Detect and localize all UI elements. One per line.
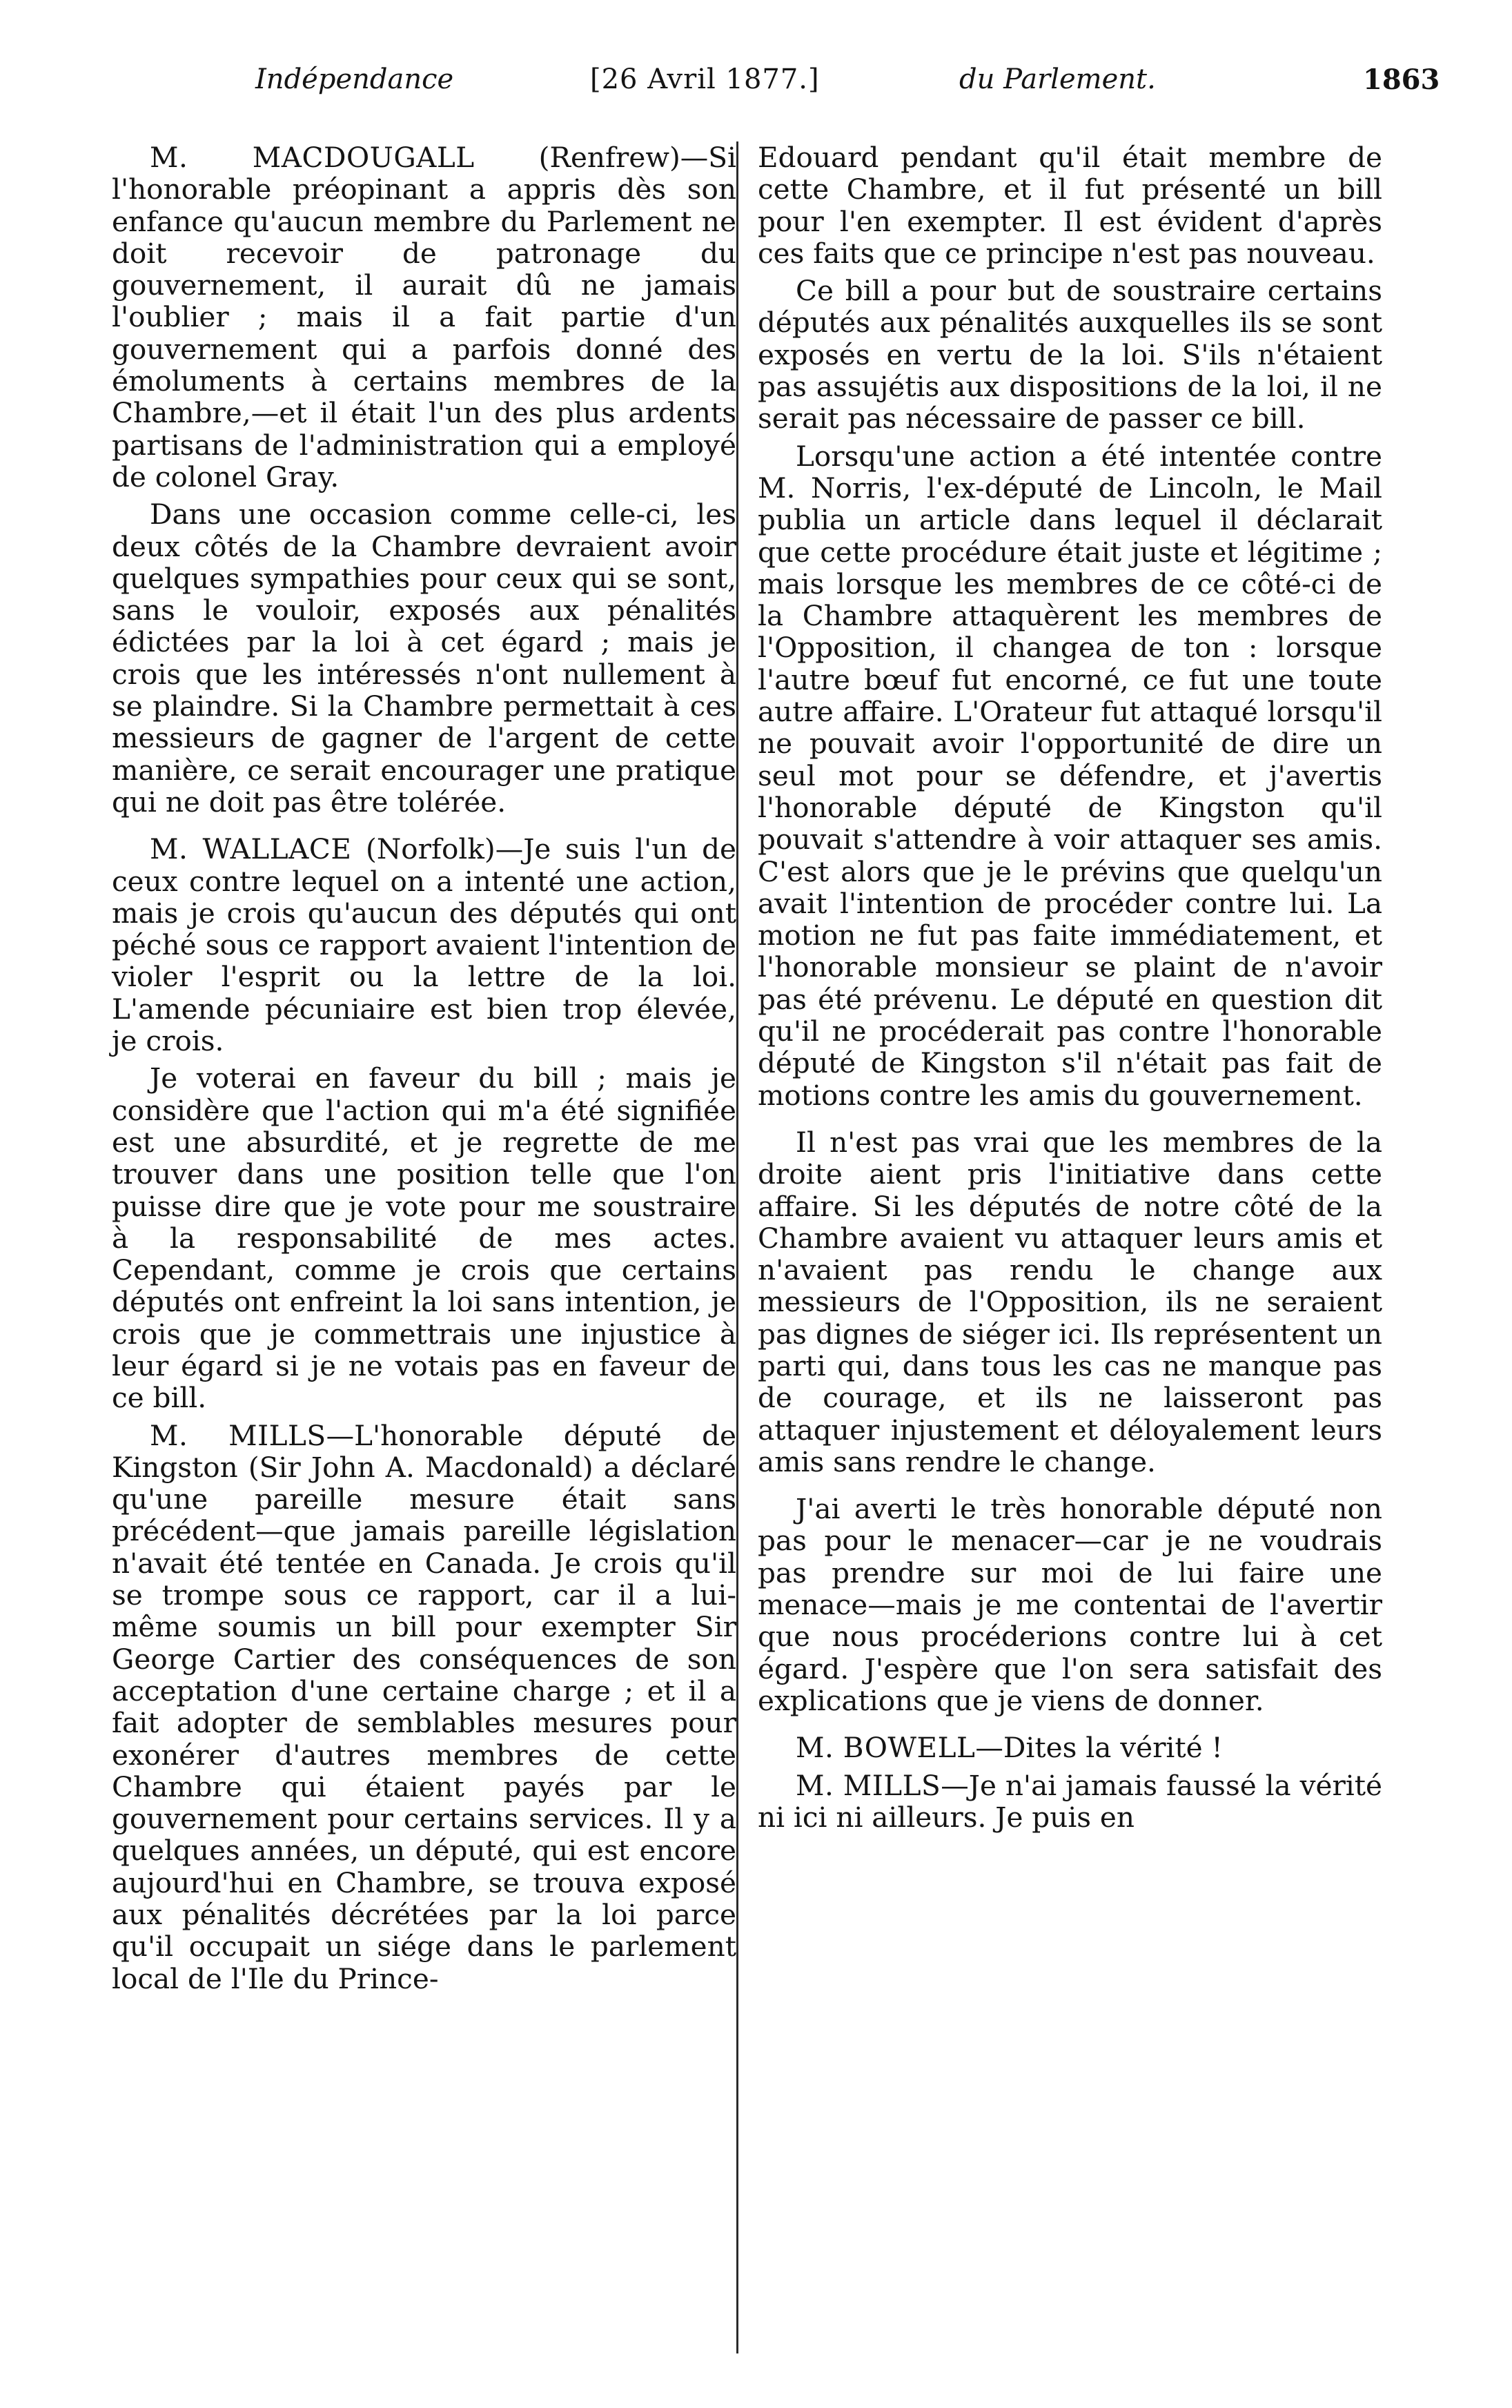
paragraph (758, 141, 1382, 269)
speaker-name: M. MILLS (150, 1418, 326, 1452)
paragraph-text: J'ai averti le très honorable député non pas pour le menacer—car je ne voudrais pas prendre sur moi de lui faire une menace—mais je me contentai de l'avertir que nous procéderions contre lui à cet égard. J'espère que l'on sera satisfait des explications que je viens de donner. (758, 1492, 1382, 1717)
right-column (758, 141, 1382, 1833)
paragraph-text: —Dites la vérité ! (975, 1731, 1223, 1765)
paragraph (758, 275, 1382, 434)
left-column (112, 141, 736, 1995)
paragraph-text: Lorsqu'une action a été intentée contre M. Norris, l'ex-député de Lincoln, le Mail publia un article dans lequel il déclarait que cette procédure était juste et légitime ; mais lorsque les membres de ce côté-ci de la Chambre attaquèrent les membres de l'Opposition, il changea de ton : lorsque l'autre bœuf fut encorné, ce fut une toute autre affaire. L'Orateur fut attaqué lorsqu'il ne pouvait avoir l'opportunité de dire un seul mot pour se défendre, et j'avertis l'honorable député de Kingston qu'il pouvait s'attendre à voir attaquer ses amis. C'est alors que je le prévins que quelqu'un avait l'intention de procéder contre lui. La motion ne fut pas faite immédiatement, et l'honorable monsieur se plaint de n'avoir pas été prévenu. Le député en question dit qu'il ne procéderait pas contre l'honorable député de Kingston s'il n'était pas fait de motions contre les amis du gouvernement. (758, 439, 1382, 1112)
paragraph (758, 1770, 1382, 1834)
speaker-name: M. BOWELL (796, 1731, 976, 1765)
header-date: [26 Avril 1877.] (590, 63, 820, 95)
paragraph-text: Dans une occasion comme celle-ci, les deux côtés de la Chambre devraient avoir quelques sympathies pour ceux qui se sont, sans le vouloir, exposés aux pénalités édictées par la loi à cet égard ; mais je crois que les intéressés n'ont nullement à se plaindre. Si la Chambre permettait à ces messieurs de gagner de l'argent de cette manière, ce serait encourager une pratique qui ne doit pas être tolérée. (112, 498, 736, 819)
speaker-name: M. MACDOUGALL (150, 141, 475, 174)
paragraph (112, 498, 736, 818)
header-left-title: Indépendance (255, 63, 454, 95)
paragraph-text: (Renfrew)—Si l'honorable préopinant a appris dès son enfance qu'aucun membre du Parlement ne doit recevoir de patronage du gouvernement, il aurait dû ne jamais l'oublier ; mais il a fait partie d'un gouvernement qui a parfois donné des émoluments à certains membres de la Chambre,—et il était l'un des plus ardents partisans de l'administration qui a employé de colonel Gray. (112, 141, 736, 493)
paragraph (112, 1420, 736, 1995)
paragraph (758, 1493, 1382, 1716)
paragraph-text: Edouard pendant qu'il était membre de cette Chambre, et il fut présenté un bill pour l'en exempter. Il est évident d'après ces faits que ce principe n'est pas nouveau. (758, 141, 1382, 270)
paragraph (758, 440, 1382, 1111)
page-number: 1863 (1363, 63, 1440, 96)
paragraph-text: (Norfolk)—Je suis l'un de ceux contre lequel on a intenté une action, mais je crois qu'aucun des députés qui ont péché sous ce rapport avaient l'intention de violer l'esprit ou la lettre de la loi. L'amende pécuniaire est bien trop élevée, je crois. (112, 832, 736, 1058)
paragraph (112, 1062, 736, 1413)
column-divider (736, 141, 738, 2353)
paragraph-text: Je voterai en faveur du bill ; mais je considère que l'action qui m'a été signifiée est une absurdité, et je regrette de me trouver dans une position telle que l'on puisse dire que je vote pour me soustraire à la responsabilité de mes actes. Cependant, comme je crois que certains députés ont enfreint la loi sans intention, je crois que je commettrais une injustice à leur égard si je ne votais pas en faveur de ce bill. (112, 1061, 736, 1415)
paragraph (758, 1732, 1382, 1763)
paragraph-text: —L'honorable député de Kingston (Sir John A. Macdonald) a déclaré qu'une pareille mesure était sans précédent—que jamais pareille législation n'avait été tentée en Canada. Je crois qu'il se trompe sous ce rapport, car il a lui-même soumis un bill pour exempter Sir George Cartier des conséquences de son acceptation d'une certaine charge ; et il a fait adopter de semblables mesures pour exonérer d'autres membres de cette Chambre qui étaient payés par le gouvernement pour certains services. Il y a quelques années, un député, qui est encore aujourd'hui en Chambre, se trouva exposé aux pénalités décrétées par la loi parce qu'il occupait un siége dans le parlement local de l'Ile du Prince- (112, 1418, 736, 1995)
paragraph-text: —Je n'ai jamais faussé la vérité ni ici ni ailleurs. Je puis en (758, 1768, 1383, 1834)
paragraph-text: Il n'est pas vrai que les membres de la droite aient pris l'initiative dans cette affaire. Si les députés de notre côté de la Chambre avaient vu attaquer leurs amis et n'avaient pas rendu le change aux messieurs de l'Opposition, ils ne seraient pas dignes de siéger ici. Ils représentent un parti qui, dans tous les cas ne manque pas de courage, et ils ne laisseront pas attaquer injustement et déloyalement leurs amis sans rendre le change. (758, 1125, 1382, 1478)
paragraph-text: Ce bill a pour but de soustraire certains députés aux pénalités auxquelles ils se sont exposés en vertu de la loi. S'ils n'étaient pas assujétis aux dispositions de la loi, il ne serait pas nécessaire de passer ce bill. (758, 274, 1382, 435)
header-right-title: du Parlement. (959, 63, 1156, 95)
speaker-name: M. MILLS (796, 1768, 941, 1802)
paragraph (112, 833, 736, 1057)
speaker-name: M. WALLACE (150, 832, 352, 866)
paragraph (758, 1126, 1382, 1478)
paragraph (112, 141, 736, 493)
running-header (104, 63, 1449, 119)
